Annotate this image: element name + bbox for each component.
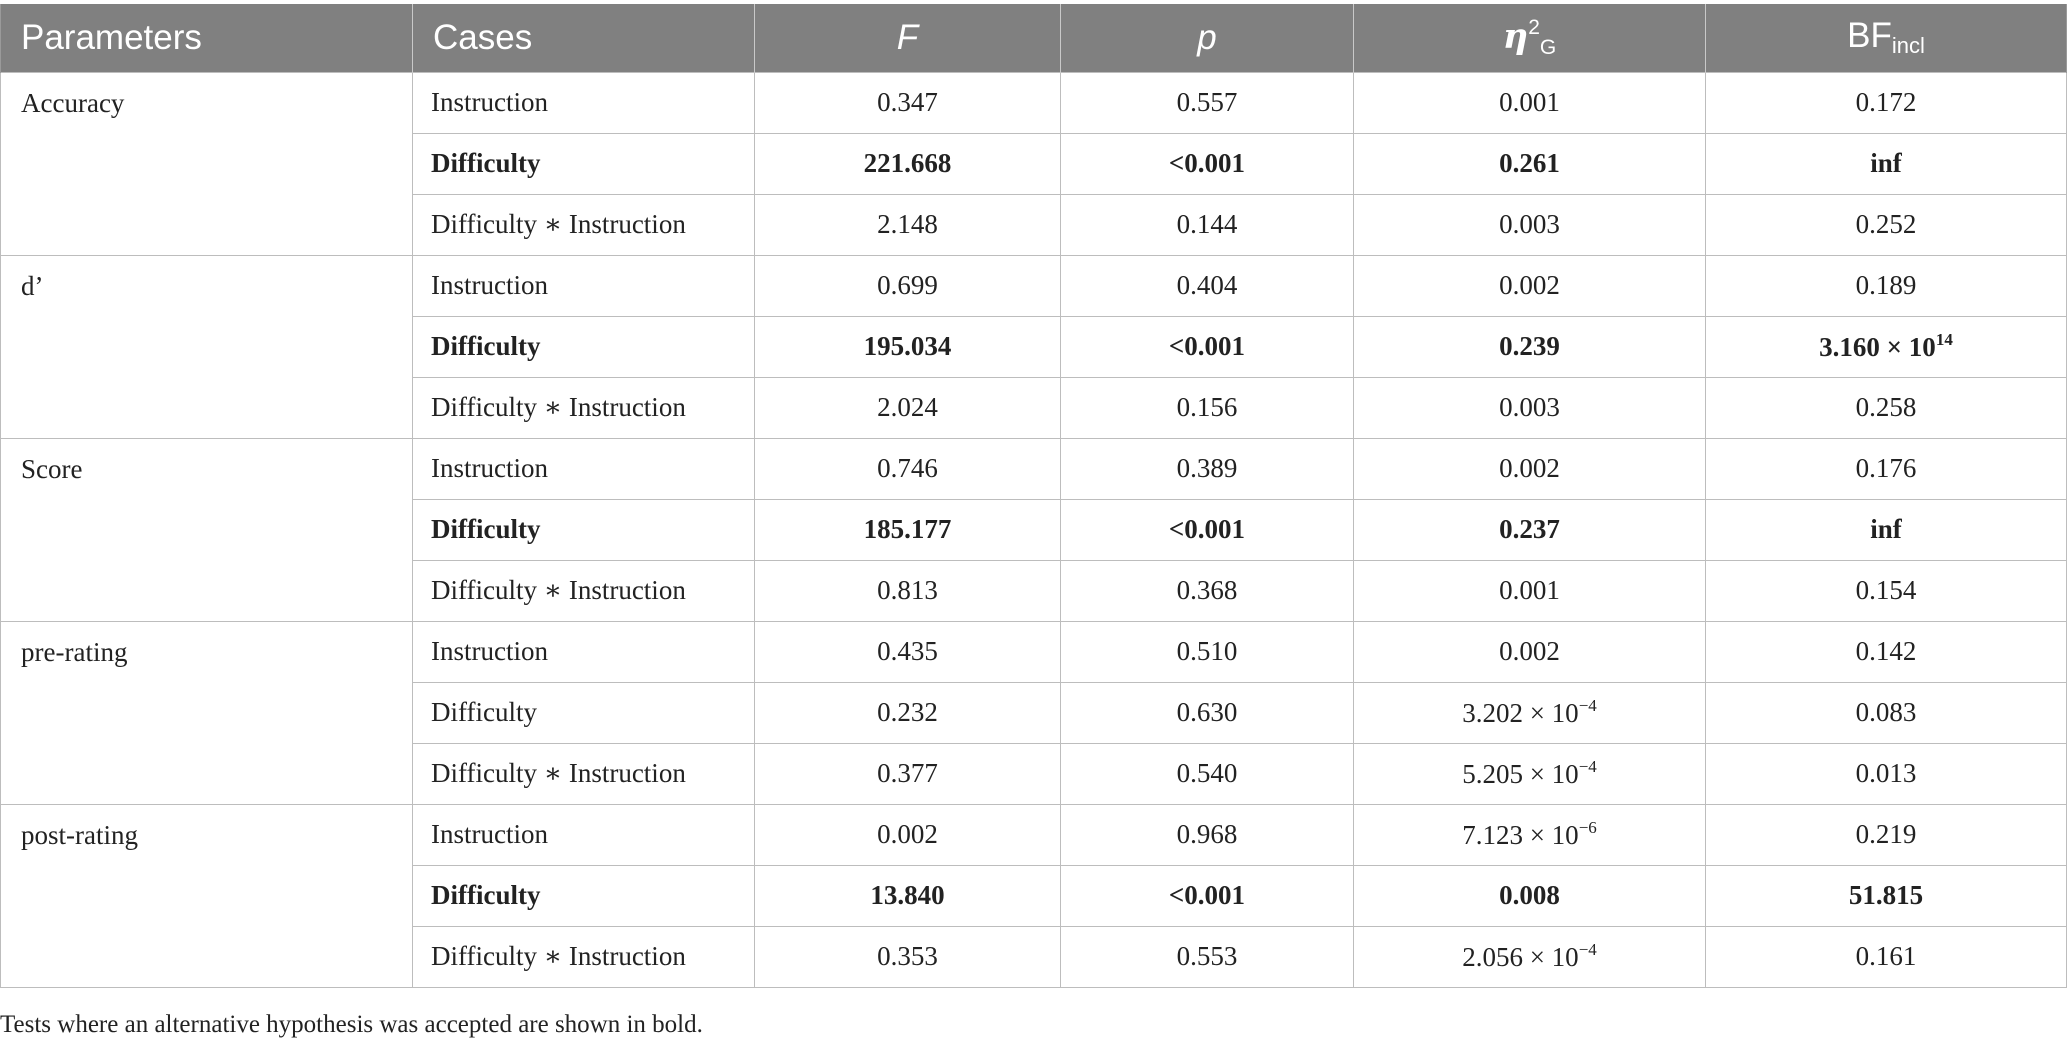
- eta-value: 0.002: [1499, 636, 1560, 666]
- table-row: [1, 438, 2067, 499]
- eta-exponent: −6: [1578, 818, 1597, 837]
- eta-value-cell: [1354, 865, 1706, 926]
- eta-exponent: −4: [1578, 696, 1597, 715]
- bf-label: BF: [1847, 16, 1892, 56]
- eta-value: 2.056 × 10: [1462, 942, 1579, 972]
- parameter-cell: pre-rating: [1, 621, 413, 804]
- table-row: [1, 621, 2067, 682]
- eta-value-cell: [1354, 682, 1706, 743]
- bf-value-cell: [1706, 682, 2067, 743]
- case-cell: Difficulty: [413, 682, 755, 743]
- parameter-cell: Accuracy: [1, 72, 413, 255]
- bf-value: inf: [1870, 148, 1902, 178]
- bf-value: 0.161: [1855, 941, 1917, 971]
- f-value-cell: 0.746: [755, 438, 1061, 499]
- bf-value-cell: [1706, 560, 2067, 621]
- case-cell: Instruction: [413, 255, 755, 316]
- f-value-cell: 0.435: [755, 621, 1061, 682]
- table-row: [1, 72, 2067, 133]
- parameter-cell: post-rating: [1, 804, 413, 987]
- eta-value-cell: [1354, 560, 1706, 621]
- case-cell: Difficulty ∗ Instruction: [413, 560, 755, 621]
- bf-value: 0.176: [1855, 453, 1917, 483]
- eta-value-cell: [1354, 194, 1706, 255]
- eta-value: 0.001: [1499, 87, 1560, 117]
- bf-value-cell: [1706, 133, 2067, 194]
- case-cell: Instruction: [413, 804, 755, 865]
- bf-value: 0.258: [1855, 392, 1917, 422]
- bf-value-cell: [1706, 499, 2067, 560]
- header-row: [1, 4, 2067, 72]
- bf-value-cell: [1706, 743, 2067, 804]
- eta-value: 0.261: [1499, 148, 1560, 178]
- f-value-cell: 0.002: [755, 804, 1061, 865]
- eta-value-cell: [1354, 621, 1706, 682]
- bf-subscript: incl: [1891, 33, 1925, 59]
- eta-exponent: −4: [1578, 940, 1597, 959]
- bf-value: 0.013: [1855, 758, 1917, 788]
- p-value-cell: <0.001: [1061, 499, 1354, 560]
- eta-value: 0.001: [1499, 575, 1560, 605]
- f-value-cell: 0.353: [755, 926, 1061, 987]
- f-value-cell: 0.347: [755, 72, 1061, 133]
- p-value-cell: 0.368: [1061, 560, 1354, 621]
- parameter-cell: Score: [1, 438, 413, 621]
- header-eta-squared-g: [1354, 4, 1706, 72]
- eta-value: 0.002: [1499, 453, 1560, 483]
- f-value-cell: 0.377: [755, 743, 1061, 804]
- bf-value-cell: [1706, 255, 2067, 316]
- eta-superscript: 2: [1528, 15, 1540, 39]
- case-cell: Difficulty: [413, 499, 755, 560]
- f-value-cell: 185.177: [755, 499, 1061, 560]
- eta-value-cell: [1354, 743, 1706, 804]
- p-value-cell: 0.144: [1061, 194, 1354, 255]
- bf-exponent: 14: [1935, 330, 1953, 349]
- header-p: p: [1061, 4, 1354, 72]
- f-value-cell: 0.813: [755, 560, 1061, 621]
- p-value-cell: <0.001: [1061, 865, 1354, 926]
- case-cell: Difficulty: [413, 865, 755, 926]
- p-value-cell: 0.389: [1061, 438, 1354, 499]
- header-parameters: Parameters: [1, 4, 413, 72]
- eta-value: 7.123 × 10: [1462, 820, 1579, 850]
- bf-value-cell: [1706, 438, 2067, 499]
- p-value-cell: 0.968: [1061, 804, 1354, 865]
- case-cell: Difficulty ∗ Instruction: [413, 194, 755, 255]
- eta-value-cell: [1354, 72, 1706, 133]
- header-f: F: [755, 4, 1061, 72]
- eta-value: 3.202 × 10: [1462, 698, 1579, 728]
- p-value-cell: 0.557: [1061, 72, 1354, 133]
- case-cell: Instruction: [413, 72, 755, 133]
- bf-value-cell: [1706, 194, 2067, 255]
- p-value-cell: <0.001: [1061, 133, 1354, 194]
- p-value-cell: 0.540: [1061, 743, 1354, 804]
- p-value-cell: 0.156: [1061, 377, 1354, 438]
- p-value-cell: 0.510: [1061, 621, 1354, 682]
- bf-value-cell: [1706, 865, 2067, 926]
- header-cases: Cases: [413, 4, 755, 72]
- bf-value: 0.189: [1855, 270, 1917, 300]
- eta-subscript: G: [1539, 35, 1557, 59]
- eta-value: 0.003: [1499, 392, 1560, 422]
- case-cell: Instruction: [413, 621, 755, 682]
- f-value-cell: 0.232: [755, 682, 1061, 743]
- bf-value: 0.252: [1855, 209, 1917, 239]
- table-footnote: Tests where an alternative hypothesis was accepted are shown in bold.: [0, 1011, 703, 1038]
- bf-value: 51.815: [1848, 880, 1924, 910]
- case-cell: Difficulty: [413, 316, 755, 377]
- table-body: [1, 72, 2067, 987]
- eta-value-cell: [1354, 316, 1706, 377]
- table-row: [1, 255, 2067, 316]
- eta-value: 0.237: [1499, 514, 1560, 544]
- case-cell: Instruction: [413, 438, 755, 499]
- f-value-cell: 221.668: [755, 133, 1061, 194]
- bf-value: 0.083: [1855, 697, 1917, 727]
- eta-value: 0.239: [1499, 331, 1560, 361]
- p-value-cell: <0.001: [1061, 316, 1354, 377]
- table-header: [1, 4, 2067, 72]
- f-value-cell: 13.840: [755, 865, 1061, 926]
- p-value-cell: 0.553: [1061, 926, 1354, 987]
- anova-results-table: [0, 4, 2067, 988]
- eta-value-cell: [1354, 926, 1706, 987]
- bf-value-cell: [1706, 926, 2067, 987]
- bf-value: 0.219: [1855, 819, 1917, 849]
- eta-value-cell: [1354, 438, 1706, 499]
- eta-exponent: −4: [1578, 757, 1597, 776]
- eta-value: 0.002: [1499, 270, 1560, 300]
- header-bf-incl: [1706, 4, 2067, 72]
- eta-symbol: η: [1502, 15, 1529, 57]
- bf-value-cell: [1706, 72, 2067, 133]
- bf-value-cell: [1706, 316, 2067, 377]
- bf-value: 0.154: [1855, 575, 1917, 605]
- case-cell: Difficulty ∗ Instruction: [413, 926, 755, 987]
- eta-value-cell: [1354, 804, 1706, 865]
- eta-value-cell: [1354, 255, 1706, 316]
- eta-value: 0.008: [1499, 880, 1560, 910]
- case-cell: Difficulty ∗ Instruction: [413, 377, 755, 438]
- bf-value-cell: [1706, 377, 2067, 438]
- eta-value-cell: [1354, 133, 1706, 194]
- f-value-cell: 195.034: [755, 316, 1061, 377]
- bf-value: inf: [1870, 514, 1902, 544]
- case-cell: Difficulty ∗ Instruction: [413, 743, 755, 804]
- table-row: [1, 804, 2067, 865]
- p-value-cell: 0.404: [1061, 255, 1354, 316]
- bf-value-cell: [1706, 804, 2067, 865]
- parameter-cell: d’: [1, 255, 413, 438]
- f-value-cell: 2.024: [755, 377, 1061, 438]
- eta-value-cell: [1354, 499, 1706, 560]
- eta-value: 0.003: [1499, 209, 1560, 239]
- bf-value: 0.142: [1855, 636, 1917, 666]
- p-value-cell: 0.630: [1061, 682, 1354, 743]
- bf-value: 0.172: [1855, 87, 1917, 117]
- f-value-cell: 0.699: [755, 255, 1061, 316]
- bf-value: 3.160 × 10: [1819, 332, 1936, 362]
- f-value-cell: 2.148: [755, 194, 1061, 255]
- bf-value-cell: [1706, 621, 2067, 682]
- eta-value-cell: [1354, 377, 1706, 438]
- eta-value: 5.205 × 10: [1462, 759, 1579, 789]
- case-cell: Difficulty: [413, 133, 755, 194]
